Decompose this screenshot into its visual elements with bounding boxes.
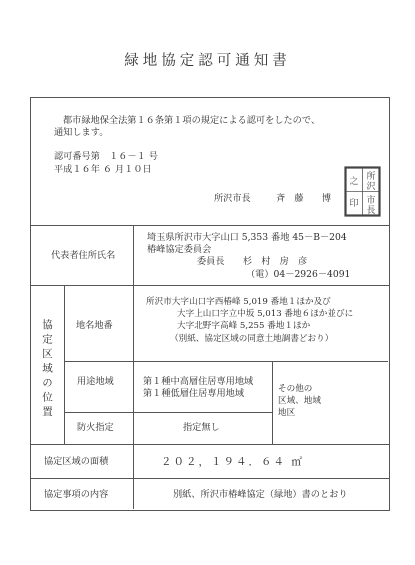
total-area-value: ２０２，１９４．６４ ㎡: [161, 456, 304, 468]
divider: [64, 285, 65, 444]
fire-value: 指定無し: [183, 422, 220, 433]
rep-label: 代表者住所氏名: [51, 250, 116, 261]
rep-org: 椿峰協定委員会: [147, 244, 212, 255]
approval-number: 認可番号第 １６－１ 号: [54, 151, 158, 162]
divider: [272, 361, 273, 444]
total-area-label: 協定区域の面積: [44, 456, 109, 467]
land-line: （別紙、協定区域の同意土地調書どおり）: [170, 334, 334, 344]
land-line: 大字北野字高峰 5,255 番地１ほか: [177, 321, 311, 331]
use-label: 用途地域: [77, 376, 114, 387]
divider: [64, 361, 388, 362]
official-seal: [344, 166, 381, 217]
svg-text:長: 長: [366, 206, 376, 216]
divider: [64, 412, 272, 413]
svg-text:市: 市: [366, 196, 376, 206]
document-title: 緑地協定認可通知書: [124, 53, 291, 69]
use-line: 第１種中高層住居専用地域: [143, 376, 254, 387]
svg-text:之: 之: [349, 177, 359, 187]
svg-text:沢: 沢: [366, 182, 376, 192]
mayor-title: 所沢市長: [214, 193, 251, 204]
rep-name: 委員長 杉 村 房 彦: [197, 256, 308, 267]
other-zone-line: その他の: [278, 384, 313, 394]
land-line: 所沢市大字山口字西椿峰 5,019 番地１ほか及び: [146, 297, 331, 307]
notice-text: 通知します。: [54, 127, 109, 138]
land-line: 大字上山口字立中坂 5,013 番地６ほか並びに: [177, 309, 354, 319]
notice-text: 都市緑地保全法第１６条第１項の規定による認可をしたので、: [63, 115, 321, 126]
rep-phone: （電）04－2926－4091: [246, 269, 351, 280]
content-value: 別紙、所沢市椿峰協定（緑地）書のとおり: [173, 489, 348, 500]
svg-text:所: 所: [366, 172, 376, 182]
divider: [133, 285, 134, 509]
divider: [30, 444, 389, 445]
notice-date: 平成１６年 ６ 月１０日: [54, 164, 152, 175]
rep-address: 埼玉県所沢市大字山口 5,353 番地 45－B－204: [147, 232, 347, 243]
other-zone-line: 地区: [278, 408, 296, 418]
divider: [30, 285, 389, 286]
divider: [133, 225, 134, 285]
divider: [30, 225, 389, 226]
other-zone-line: 区域、地域: [278, 396, 321, 406]
content-label: 協定事項の内容: [44, 489, 109, 500]
svg-text:印: 印: [349, 199, 359, 209]
divider: [30, 478, 389, 479]
use-line: 第１種低層住居専用地域: [143, 388, 245, 399]
area-section-label: 協定区域の位置: [41, 319, 53, 421]
fire-label: 防火指定: [77, 422, 114, 433]
land-label: 地名地番: [76, 320, 113, 331]
mayor-name: 斉 藤 博: [276, 193, 332, 204]
